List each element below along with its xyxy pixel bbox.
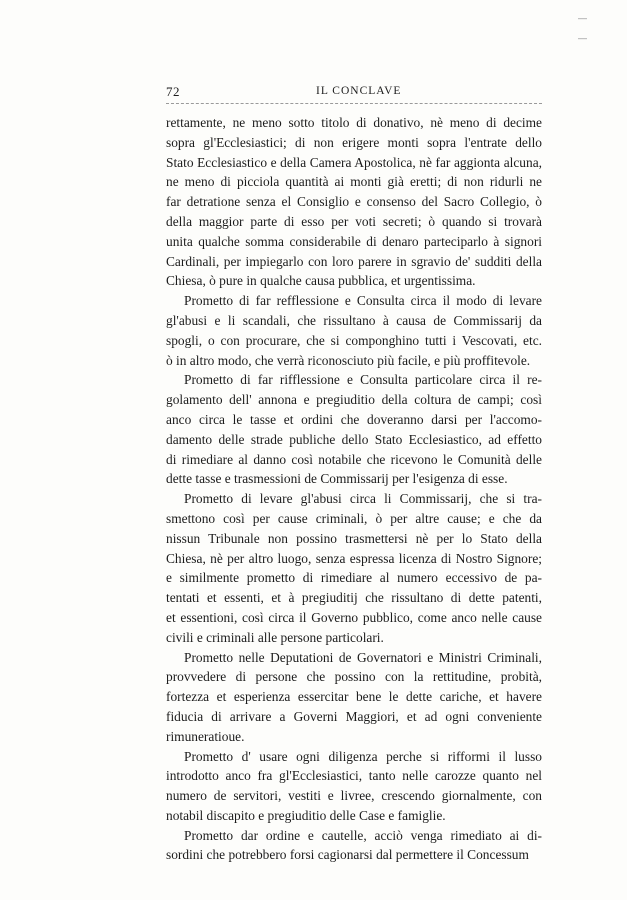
text-line: sordini che potrebbero forsi cagionarsi dal permettere il Concessum bbox=[166, 847, 529, 863]
text-line: notabil discapito e pregiuditio delle Case e famiglie. bbox=[166, 807, 446, 823]
text-line: nissun Tribunale non possino trasmettersi nè per lo Stato della bbox=[166, 530, 542, 546]
text-line: di rimediare al danno così notabile che ricevono le Comunità delle bbox=[166, 451, 542, 467]
paragraph bbox=[166, 489, 542, 647]
margin-mark: — bbox=[578, 13, 587, 23]
paragraph bbox=[166, 826, 542, 866]
text-line: et essentioni, così circa il Governo pubblico, come anco nelle cause bbox=[166, 609, 542, 625]
text-line: ne meno di picciola quantità ai monti già eretti; di non ridurli ne bbox=[166, 174, 542, 190]
paragraph bbox=[166, 113, 542, 291]
body-text bbox=[166, 113, 542, 865]
header-rule bbox=[166, 103, 542, 104]
text-line: Prometto di far refflessione e Consulta circa il modo di levare bbox=[184, 293, 542, 309]
text-line: rettamente, ne meno sotto titolo di donativo, nè meno di decime bbox=[166, 115, 542, 130]
text-line: Prometto nelle Deputationi de Governatori e Ministri Criminali, bbox=[184, 649, 542, 665]
text-line: far detratione senza el Consiglio e consenso del Sacro Collegio, ò bbox=[166, 194, 542, 210]
text-line: Chiesa, ò pure in qualche causa pubblica, et urgentissima. bbox=[166, 273, 476, 289]
text-line: provvedere di persone che possino con la rettitudine, probità, bbox=[166, 669, 542, 685]
text-line: introdotto anco fra gl'Ecclesiastici, tanto nelle carozze quanto nel bbox=[166, 768, 542, 784]
page-number: 72 bbox=[166, 84, 180, 99]
margin-mark: — bbox=[578, 33, 587, 43]
text-line: Chiesa, nè per altro luogo, senza espressa licenza di Nostro Signore; bbox=[166, 550, 542, 566]
text-line: Cardinali, per impiegarlo con loro parere in sgravio de' sudditi della bbox=[166, 253, 542, 269]
text-line: della maggior parte di esso per voti secreti; ò quando si trovarà bbox=[166, 213, 542, 229]
text-line: Stato Ecclesiastico e della Camera Apostolica, nè far aggionta alcuna, bbox=[166, 154, 542, 170]
paragraph bbox=[166, 747, 542, 826]
text-line: fortezza et esperienza essercitar bene le dette cariche, et havere bbox=[166, 689, 542, 705]
text-line: rimuneratioue. bbox=[166, 728, 245, 744]
paragraph bbox=[166, 291, 542, 370]
text-line: numero de servitori, vestiti e livree, crescendo giornalmente, con bbox=[166, 788, 542, 804]
text-line: unita qualche somma considerabile di denaro parteciparlo à signori bbox=[166, 233, 542, 249]
text-line: spogli, o con procurare, che si componghino tutti i Vescovati, etc. bbox=[166, 332, 542, 348]
text-line: anco circa le tasse et ordini che doveranno darsi per l'accomo- bbox=[166, 411, 542, 427]
text-line: gl'abusi e li scandali, che rissultano à causa de Commissarij da bbox=[166, 312, 542, 328]
text-line: Prometto di levare gl'abusi circa li Commissarij, che si tra- bbox=[184, 491, 542, 507]
text-line: golamento dell' annona e pregiuditio della coltura de campi; così bbox=[166, 392, 542, 408]
paragraph bbox=[166, 648, 542, 747]
text-line: smettono così per cause criminali, ò per altre cause; e che da bbox=[166, 510, 542, 526]
text-line: dette tasse e trasmessioni de Commissarij per l'esigenza di esse. bbox=[166, 471, 508, 487]
running-head: IL CONCLAVE bbox=[316, 85, 402, 97]
text-line: civili e criminali alle persone particolari. bbox=[166, 629, 384, 645]
text-line: Prometto dar ordine e cautelle, acciò venga rimediato ai di- bbox=[184, 827, 542, 843]
text-line: ò in altro modo, che verrà riconosciuto più facile, e più proffitevole. bbox=[166, 352, 531, 368]
text-line: tentati et essenti, et à pregiuditij che rissultano di dette patenti, bbox=[166, 590, 542, 606]
text-line: fiducia di arrivare a Governi Maggiori, et ad ogni conveniente bbox=[166, 708, 542, 724]
text-line: sopra gl'Ecclesiastici; di non erigere monti sopra l'entrate dello bbox=[166, 134, 542, 150]
text-line: Prometto d' usare ogni diligenza perche si rifformi il lusso bbox=[184, 748, 542, 764]
text-line: Prometto di far rifflessione e Consulta particolare circa il re- bbox=[184, 372, 542, 388]
text-line: e similmente prometto di rimediare al numero eccessivo de pa- bbox=[166, 570, 542, 586]
text-line: damento delle strade publiche dello Stato Ecclesiastico, ad effetto bbox=[166, 431, 542, 447]
paragraph bbox=[166, 370, 542, 489]
